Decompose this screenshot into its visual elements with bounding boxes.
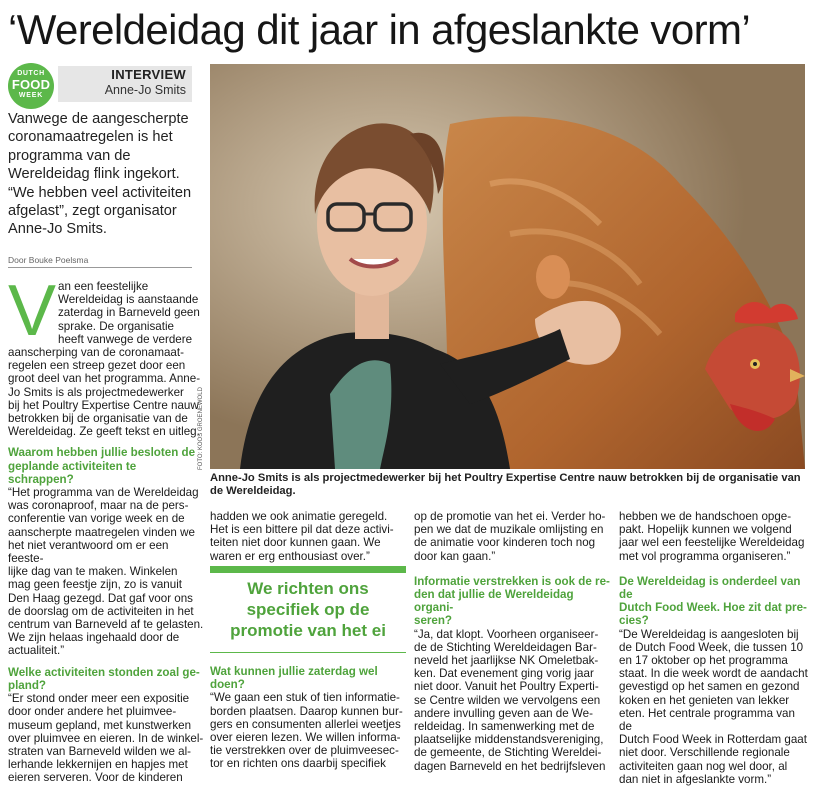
question-line: Wat kunnen jullie zaterdag wel doen? [210, 665, 378, 692]
pull-quote-bottom-rule [210, 652, 406, 653]
logo-line-2: FOOD [11, 77, 51, 92]
text-line: jaar wel een feestelijke Wereldeidag [619, 536, 805, 550]
answer-line: lijke dag van te maken. Winkelen [8, 565, 178, 579]
answer-line: Den Haag gezegd. Dat gaf voor ons [8, 591, 193, 605]
text-line: met vol programma organiseren.” [619, 549, 791, 563]
answer-line: gers en consumenten allerlei weetjes [210, 717, 401, 731]
answer-line: dagen Barneveld en het bedrijfsleven [414, 759, 606, 773]
question-line: Welke activiteiten stonden zoal ge- [8, 665, 200, 679]
answer-line: staat. In die week wordt de aandacht [619, 667, 808, 681]
column-4 [619, 510, 809, 786]
pull-quote-text: We richten ons specifiek op de promotie van het ei [230, 579, 386, 640]
answer-line: “We gaan een stuk of tien informatie- [210, 691, 400, 705]
answer-line: borden plaatsen. Daarop kunnen bur- [210, 704, 403, 718]
answer-line: activiteiten gaan nog wel door, al [619, 759, 788, 773]
answer-line: conferentie van vorige week en de [8, 512, 185, 526]
answer-line: straten van Barneveld wilden we al- [8, 744, 192, 758]
text-line: door kan gaan.” [414, 549, 496, 563]
lead-line: an een feestelijke [58, 280, 149, 293]
lead-line: heeft vanwege de verdere [58, 332, 193, 346]
answer-line: de gemeente, de Stichting Wereldei- [414, 746, 602, 760]
answer-line: We zijn helaas ingehaald door de [8, 631, 180, 645]
lead-line: betrokken bij de organisatie van de [8, 412, 188, 426]
logo-line-3: WEEK [18, 92, 44, 99]
answer-line: “Het programma van de Wereldeidag [8, 486, 199, 500]
question-line: Informatie verstrekken is ook de re- [414, 574, 610, 588]
answer-line: was coronaproof, maar na de pers- [8, 499, 189, 513]
photo-illustration [210, 64, 805, 469]
text-line: waren er erg enthousiast over.” [210, 549, 370, 563]
lead-line: Wereldeidag. Ze geeft tekst en uitleg. [8, 425, 200, 439]
answer-4 [414, 628, 610, 773]
question-line: seren? [414, 614, 453, 628]
column-1 [8, 271, 204, 785]
lead-line: regelen een streep gezet door een [8, 359, 186, 373]
answer-line: dan niet in afgeslankte vorm.” [619, 772, 772, 786]
answer-line: koken en het genieten van lekker [619, 693, 790, 707]
pull-quote [210, 566, 406, 654]
article-photo [210, 64, 805, 469]
answer-line: door onder andere het pluimvee- [8, 705, 177, 719]
answer-line: over eieren lezen. We willen informa- [210, 731, 401, 745]
answer-line: eten. Het centrale programma van de [619, 706, 795, 734]
question-line: cies? [619, 614, 649, 628]
question-line: den dat jullie de Wereldeidag organi- [414, 588, 574, 615]
column-2 [210, 510, 406, 563]
answer-line: mag geen feestje zijn, zo is vanuit [8, 578, 183, 592]
answer-line: reldeidag. In samenwerking met de [414, 720, 595, 734]
lead-line: bij het Poultry Expertise Centre nauw [8, 398, 199, 412]
lead-paragraph [8, 271, 204, 439]
question-3 [210, 665, 406, 691]
answer-line: niet door. Verschillende regionale [619, 746, 790, 760]
question-5 [619, 575, 809, 628]
answer-line: se Centre wilden we vervolgens een [414, 693, 601, 707]
byline-divider [8, 267, 192, 268]
article-headline: ‘Wereldeidag dit jaar in afgeslankte vorm’ [8, 6, 751, 53]
answer-line: museum gepland, met kunstwerken [8, 718, 192, 732]
text-line: hadden we ook animatie geregeld. [210, 510, 388, 523]
answer-line: centrum van Barneveld af te gelasten. [8, 618, 204, 632]
answer-line: “Er stond onder meer een expositie [8, 692, 190, 706]
answer-1 [8, 486, 204, 658]
drop-cap: V [8, 271, 57, 351]
answer-line: plaatselijke middenstandsvereniging, [414, 733, 604, 747]
answer-line: tor en richten ons daarbij specifiek [210, 757, 386, 771]
answer-line: neveld het jaarlijkse NK Omeletbak- [414, 654, 599, 668]
question-line: De Wereldeidag is onderdeel van de [619, 574, 801, 602]
text-line: pakt. Hopelijk kunnen we volgend [619, 523, 792, 537]
answer-line: eieren serveren. Voor de kinderen [8, 771, 183, 785]
column-2-top [210, 510, 406, 563]
answer-line: de doorslag om de activiteiten in het [8, 604, 194, 618]
lead-line: Jo Smits is als projectmedewerker [8, 385, 184, 399]
text-line: Het is een bittere pil dat deze activi- [210, 523, 394, 537]
answer-line: aanscherpte maatregelen vinden we [8, 525, 195, 539]
answer-line: en 17 oktober op het programma [619, 654, 788, 668]
byline: Door Bouke Poelsma [8, 255, 89, 265]
question-line: Dutch Food Week. Hoe zit dat pre- [619, 601, 807, 615]
lead-line: sprake. De organisatie [58, 319, 174, 333]
lead-line: Wereldeidag is aanstaande [58, 293, 199, 307]
lead-line: aanscherping van de coronamaat- [8, 346, 184, 360]
interview-banner [58, 66, 192, 102]
answer-line: actualiteit.” [8, 644, 65, 658]
intro-paragraph: Vanwege de aangescherpte coronamaatregelen is het programma van de Wereldeidag flink ingekort. “We hebben veel activiteiten afgelast”, zegt organisator Anne-Jo Smits. [8, 111, 192, 238]
answer-2 [8, 692, 204, 784]
answer-line: over pluimvee en eieren. In de winkel- [8, 731, 204, 745]
lead-line: zaterdag in Barneveld geen [58, 306, 200, 320]
answer-line: de Dutch Food Week, die tussen 10 [619, 640, 804, 654]
interview-kicker: INTERVIEW [111, 67, 186, 82]
question-line: pland? [8, 678, 46, 692]
answer-line: ken. Dat evenement ging vorig jaar [414, 667, 594, 681]
text-line: de animatie voor kinderen toch nog [414, 536, 596, 550]
lead-line: groot deel van het programma. Anne- [8, 372, 201, 386]
question-line: geplande activiteiten te schrappen? [8, 459, 137, 486]
answer-line: de de Stichting Wereldeidagen Bar- [414, 640, 597, 654]
answer-line: “Ja, dat klopt. Voorheen organiseer- [414, 627, 599, 641]
answer-line: lerhande lekkernijen en hapjes met [8, 758, 188, 772]
answer-line: tie verstrekken over de pluimveesec- [210, 744, 399, 758]
question-1 [8, 446, 204, 486]
question-2 [8, 666, 204, 692]
answer-line: het niet verantwoord om er een feeste- [8, 538, 169, 566]
answer-5 [619, 628, 809, 786]
answer-line: niet door. Vanuit het Poultry Experti- [414, 680, 599, 694]
question-line: Waarom hebben jullie besloten de [8, 446, 196, 460]
column-3-top [414, 510, 610, 563]
answer-line: “De Wereldeidag is aangesloten bij [619, 627, 799, 641]
answer-line: Dutch Food Week in Rotterdam gaat [619, 733, 807, 747]
column-2-bottom [210, 665, 406, 771]
text-line: pen we dat de muzikale omlijsting en [414, 523, 604, 537]
logo-line-1: DUTCH [17, 70, 45, 77]
question-4 [414, 575, 610, 628]
answer-line: gevestigd op het samen en gezond [619, 680, 800, 694]
column-3 [414, 510, 610, 773]
text-line: teiten niet door kunnen gaan. We [210, 536, 381, 550]
answer-line: andere invulling geven aan de We- [414, 706, 593, 720]
text-line: hebben we de handschoen opge- [619, 510, 792, 523]
interviewee-name: Anne-Jo Smits [104, 83, 186, 97]
photo-caption: Anne-Jo Smits is als projectmedewerker bij het Poultry Expertise Centre nauw betrokken bij de organisatie van de Wereldeidag. [210, 472, 801, 497]
answer-3 [210, 691, 406, 770]
dutch-food-week-logo [8, 63, 54, 109]
text-line: op de promotie van het ei. Verder ho- [414, 510, 606, 523]
photo-credit: FOTO: KOOS GROENEWOLD [198, 387, 204, 470]
column-4-top [619, 510, 809, 563]
